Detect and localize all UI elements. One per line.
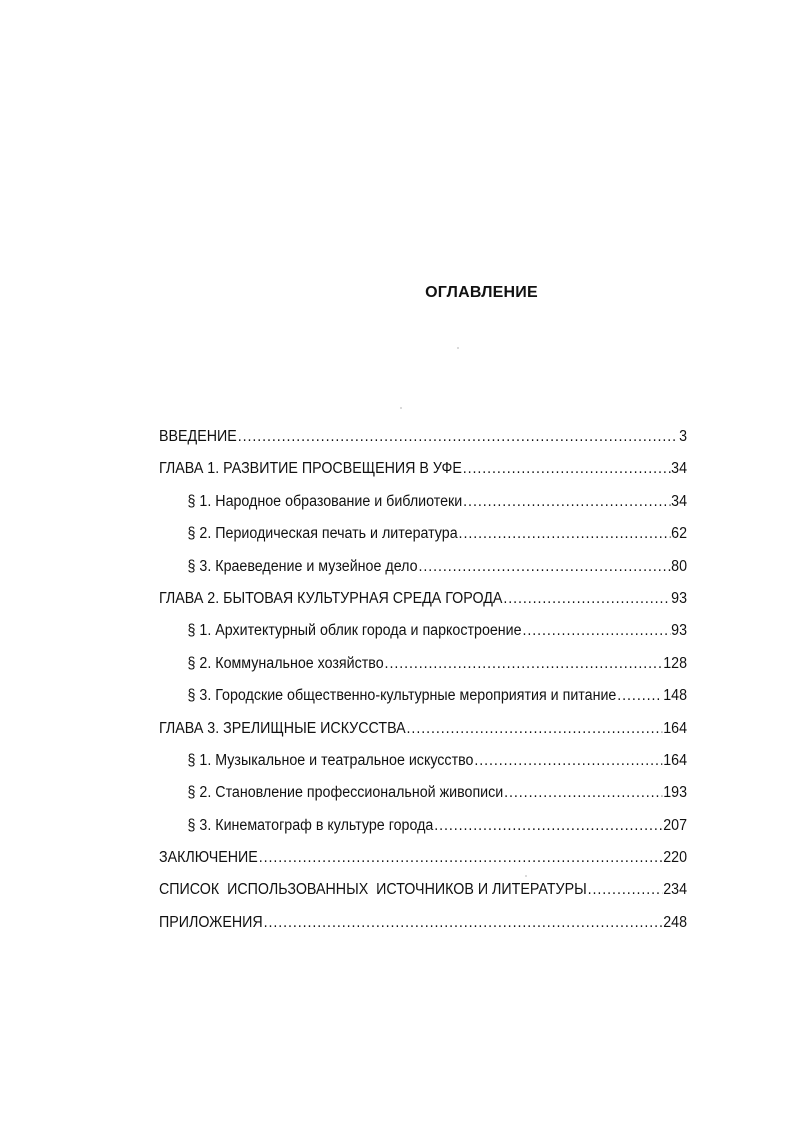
- toc-entry: [159, 881, 687, 913]
- toc-leader-dots: [523, 622, 671, 640]
- toc-entry-page: 93: [671, 622, 688, 640]
- toc-leader-dots: [463, 493, 670, 511]
- toc-leader-dots: [617, 687, 662, 705]
- toc-entry-page: 193: [663, 784, 688, 802]
- toc-entry: [159, 720, 687, 752]
- toc-subentry: [159, 493, 687, 525]
- toc-leader-dots: [474, 752, 662, 770]
- toc-entry-title: ЗАКЛЮЧЕНИЕ: [159, 849, 258, 867]
- page-title: ОГЛАВЛЕНИЕ: [425, 284, 538, 301]
- toc-leader-dots: [504, 784, 662, 802]
- toc-entry-page: 62: [671, 525, 688, 543]
- table-of-contents: [159, 428, 687, 946]
- toc-entry: [159, 914, 687, 946]
- toc-leader-dots: [503, 590, 670, 608]
- toc-subentry: [159, 558, 687, 590]
- toc-subentry: [159, 817, 687, 849]
- toc-subentry: [159, 525, 687, 557]
- toc-leader-dots: [407, 720, 663, 738]
- scan-speck: [400, 407, 402, 409]
- toc-entry-title: СПИСОК ИСПОЛЬЗОВАННЫХ ИСТОЧНИКОВ И ЛИТЕРАТУРЫ: [159, 881, 587, 899]
- toc-entry-title: ГЛАВА 3. ЗРЕЛИЩНЫЕ ИСКУССТВА: [159, 719, 406, 737]
- toc-entry-page: 164: [663, 751, 688, 769]
- toc-entry-page: 80: [671, 557, 688, 575]
- scan-speck: [525, 875, 527, 877]
- toc-entry-page: 3: [679, 428, 688, 445]
- toc-entry-page: 164: [663, 719, 688, 737]
- toc-subentry: [159, 687, 687, 719]
- toc-leader-dots: [259, 849, 663, 867]
- toc-leader-dots: [588, 881, 663, 899]
- scan-speck: [457, 347, 459, 349]
- toc-entry-page: 207: [663, 816, 688, 834]
- toc-entry-title: § 3. Городские общественно-культурные мероприятия и питание: [187, 687, 617, 705]
- toc-subentry: [159, 655, 687, 687]
- toc-entry-page: 93: [671, 589, 688, 607]
- toc-entry: [159, 460, 687, 492]
- toc-leader-dots: [385, 655, 663, 673]
- toc-leader-dots: [418, 558, 670, 576]
- toc-entry-title: § 2. Становление профессиональной живописи: [187, 784, 504, 802]
- toc-subentry: [159, 784, 687, 816]
- toc-entry-title: § 2. Коммунальное хозяйство: [187, 654, 384, 672]
- toc-entry-page: 148: [663, 687, 688, 705]
- toc-entry: [159, 590, 687, 622]
- toc-entry-page: 220: [663, 849, 688, 867]
- toc-entry: [159, 849, 687, 881]
- toc-leader-dots: [264, 914, 663, 932]
- toc-entry-title: ПРИЛОЖЕНИЯ: [159, 913, 263, 931]
- toc-entry-page: 248: [663, 913, 688, 931]
- toc-entry-page: 34: [671, 492, 688, 510]
- toc-entry-title: § 3. Краеведение и музейное дело: [187, 557, 418, 575]
- toc-subentry: [159, 622, 687, 654]
- toc-entry-title: § 3. Кинематограф в культуре города: [187, 816, 434, 834]
- toc-leader-dots: [238, 428, 678, 446]
- toc-entry-title: § 1. Музыкальное и театральное искусство: [187, 751, 474, 769]
- toc-leader-dots: [463, 460, 670, 478]
- toc-subentry: [159, 752, 687, 784]
- toc-leader-dots: [459, 525, 671, 543]
- toc-entry-page: 128: [663, 654, 688, 672]
- toc-entry-title: ГЛАВА 1. РАЗВИТИЕ ПРОСВЕЩЕНИЯ В УФЕ: [159, 460, 462, 478]
- toc-entry-title: ВВЕДЕНИЕ: [159, 428, 237, 445]
- toc-entry: [159, 428, 687, 460]
- toc-entry-title: § 1. Народное образование и библиотеки: [187, 492, 463, 510]
- toc-leader-dots: [434, 817, 662, 835]
- toc-entry-title: § 1. Архитектурный облик города и паркостроение: [187, 622, 522, 640]
- toc-entry-title: § 2. Периодическая печать и литература: [187, 525, 458, 543]
- toc-entry-page: 234: [663, 881, 688, 899]
- toc-entry-title: ГЛАВА 2. БЫТОВАЯ КУЛЬТУРНАЯ СРЕДА ГОРОДА: [159, 589, 503, 607]
- toc-entry-page: 34: [671, 460, 688, 478]
